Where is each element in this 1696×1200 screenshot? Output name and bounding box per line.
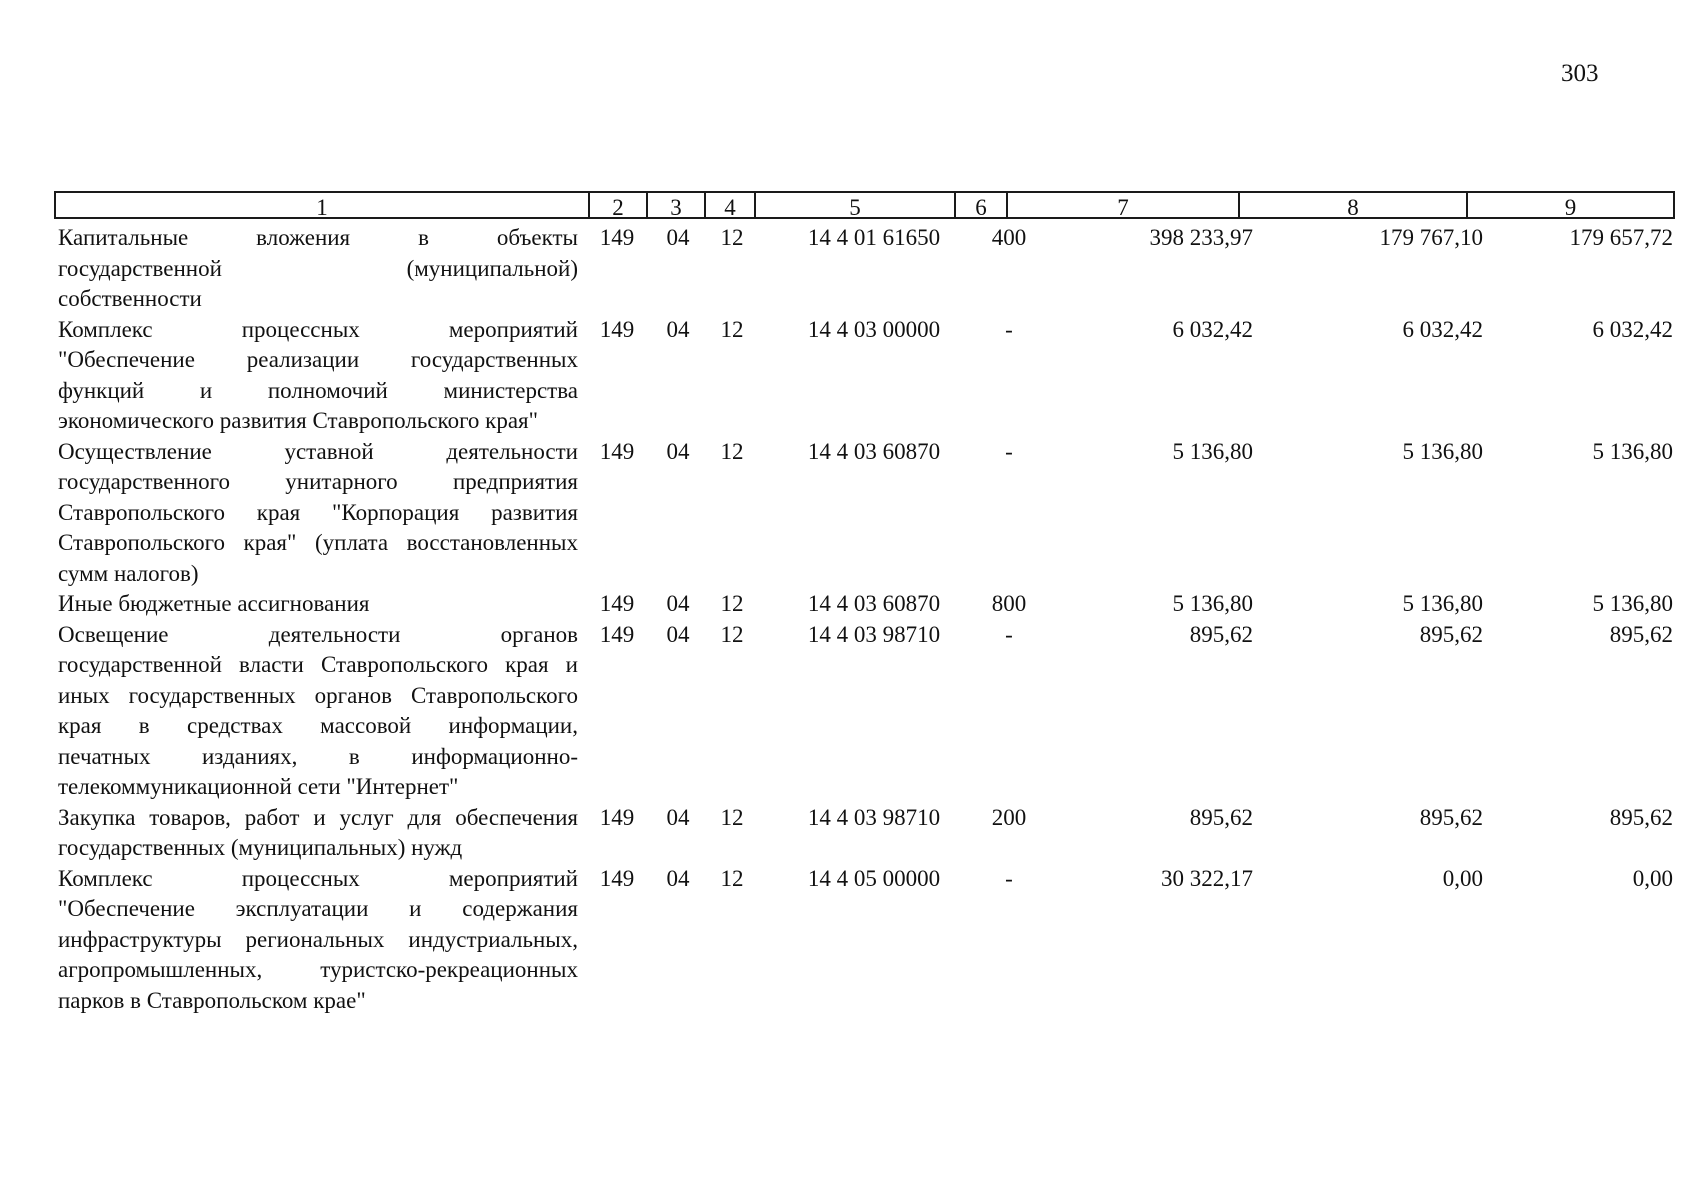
col-9-cell: 179 657,72 [1569, 225, 1673, 250]
col-6-cell: - [1005, 438, 1013, 464]
row-description-line: инфраструктуры региональных индустриальных, [58, 926, 578, 952]
col-7-cell: 895,62 [1189, 804, 1253, 830]
col-4-cell: 12 [720, 865, 744, 891]
row-description-line: "Обеспечение реализации государственных [58, 347, 578, 372]
row-description-line: Осуществление уставной деятельности [58, 438, 578, 464]
row-description [58, 223, 578, 315]
row-description-line: иных государственных органов Ставропольского [58, 682, 578, 708]
col-3-cell: 04 [666, 316, 690, 342]
col-5-cell: 14 4 03 60870 [807, 591, 941, 616]
row-description-line: парков в Ставропольском крае" [58, 987, 366, 1013]
header-col-5: 5 [754, 191, 954, 219]
header-col-2: 2 [588, 191, 646, 219]
col-4-cell: 12 [720, 591, 744, 616]
col-9-cell: 6 032,42 [1592, 316, 1673, 342]
col-7-cell: 5 136,80 [1172, 438, 1253, 464]
row-description-line: Комплекс процессных мероприятий [58, 316, 578, 342]
row-description [58, 589, 578, 620]
col-8-cell: 5 136,80 [1402, 438, 1483, 464]
col-7-cell: 6 032,42 [1172, 316, 1253, 342]
row-description-line: функций и полномочий министерства [58, 377, 578, 403]
row-description-line: государственного унитарного предприятия [58, 469, 578, 494]
col-6-cell: 400 [991, 225, 1027, 250]
table-row [54, 864, 1673, 1017]
col-8-cell: 895,62 [1419, 804, 1483, 830]
col-5-cell: 14 4 05 00000 [807, 865, 941, 891]
col-5-cell: 14 4 03 60870 [807, 438, 941, 464]
page-number: 303 [1561, 60, 1599, 87]
col-6-cell: - [1005, 865, 1013, 891]
row-description-line: Иные бюджетные ассигнования [58, 591, 370, 616]
col-2-cell: 149 [599, 865, 635, 891]
row-description-line: сумм налогов) [58, 560, 199, 586]
col-8-cell: 179 767,10 [1379, 225, 1483, 250]
row-description-line: "Обеспечение эксплуатации и содержания [58, 896, 578, 921]
col-3-cell: 04 [666, 591, 690, 616]
col-2-cell: 149 [599, 316, 635, 342]
col-6-cell: - [1005, 621, 1013, 647]
col-9-cell: 5 136,80 [1592, 438, 1673, 464]
table-row [54, 223, 1673, 315]
col-7-cell: 895,62 [1189, 621, 1253, 647]
col-8-cell: 6 032,42 [1402, 316, 1483, 342]
col-9-cell: 0,00 [1632, 865, 1673, 891]
table-header [54, 191, 1643, 221]
header-col-8: 8 [1238, 191, 1466, 219]
col-3-cell: 04 [666, 438, 690, 464]
row-description-line: государственной власти Ставропольского края и [58, 652, 578, 677]
row-description-line: края в средствах массовой информации, [58, 713, 578, 738]
header-col-1: 1 [54, 191, 588, 219]
col-9-cell: 895,62 [1609, 804, 1673, 830]
table-row [54, 589, 1673, 620]
col-2-cell: 149 [599, 591, 635, 616]
row-description-line: государственных (муниципальных) нужд [58, 835, 463, 860]
col-6-cell: 200 [991, 804, 1027, 830]
col-6-cell: 800 [991, 591, 1027, 616]
col-7-cell: 398 233,97 [1149, 225, 1253, 250]
col-3-cell: 04 [666, 225, 690, 250]
col-6-cell: - [1005, 316, 1013, 342]
row-description-line: государственной (муниципальной) [58, 255, 578, 281]
col-9-cell: 5 136,80 [1592, 591, 1673, 616]
row-description-line: Закупка товаров, работ и услуг для обеспечения [58, 804, 578, 830]
col-4-cell: 12 [720, 804, 744, 830]
col-5-cell: 14 4 03 98710 [807, 621, 941, 647]
row-description-line: Ставропольского края "Корпорация развития [58, 499, 578, 525]
row-description-line: собственности [58, 286, 202, 311]
header-col-6: 6 [954, 191, 1006, 219]
table-body [54, 223, 1673, 1016]
row-description [58, 315, 578, 437]
col-4-cell: 12 [720, 438, 744, 464]
row-description-line: Капитальные вложения в объекты [58, 225, 578, 250]
col-8-cell: 0,00 [1442, 865, 1483, 891]
table-row [54, 437, 1673, 590]
col-5-cell: 14 4 01 61650 [807, 225, 941, 250]
row-description-line: телекоммуникационной сети "Интернет" [58, 774, 459, 799]
row-description-line: Ставропольского края" (уплата восстановленных [58, 530, 578, 555]
col-3-cell: 04 [666, 621, 690, 647]
table-row [54, 620, 1673, 803]
col-4-cell: 12 [720, 621, 744, 647]
col-8-cell: 895,62 [1419, 621, 1483, 647]
col-2-cell: 149 [599, 621, 635, 647]
header-col-7: 7 [1006, 191, 1238, 219]
row-description-line: Комплекс процессных мероприятий [58, 865, 578, 891]
header-col-4: 4 [704, 191, 754, 219]
col-3-cell: 04 [666, 804, 690, 830]
col-2-cell: 149 [599, 438, 635, 464]
col-7-cell: 30 322,17 [1161, 865, 1253, 891]
col-5-cell: 14 4 03 98710 [807, 804, 941, 830]
col-7-cell: 5 136,80 [1172, 591, 1253, 616]
row-description-line: печатных изданиях, в информационно- [58, 743, 578, 769]
row-description [58, 803, 578, 864]
row-description [58, 437, 578, 590]
header-col-3: 3 [646, 191, 704, 219]
row-description [58, 864, 578, 1017]
row-description-line: агропромышленных, туристско-рекреационных [58, 957, 578, 982]
col-8-cell: 5 136,80 [1402, 591, 1483, 616]
table-row [54, 803, 1673, 864]
col-2-cell: 149 [599, 804, 635, 830]
col-3-cell: 04 [666, 865, 690, 891]
table-row [54, 315, 1673, 437]
row-description-line: Освещение деятельности органов [58, 621, 578, 647]
row-description [58, 620, 578, 803]
header-col-9: 9 [1466, 191, 1675, 219]
col-4-cell: 12 [720, 225, 744, 250]
row-description-line: экономического развития Ставропольского края" [58, 408, 539, 433]
col-5-cell: 14 4 03 00000 [807, 316, 941, 342]
col-2-cell: 149 [599, 225, 635, 250]
col-4-cell: 12 [720, 316, 744, 342]
col-9-cell: 895,62 [1609, 621, 1673, 647]
